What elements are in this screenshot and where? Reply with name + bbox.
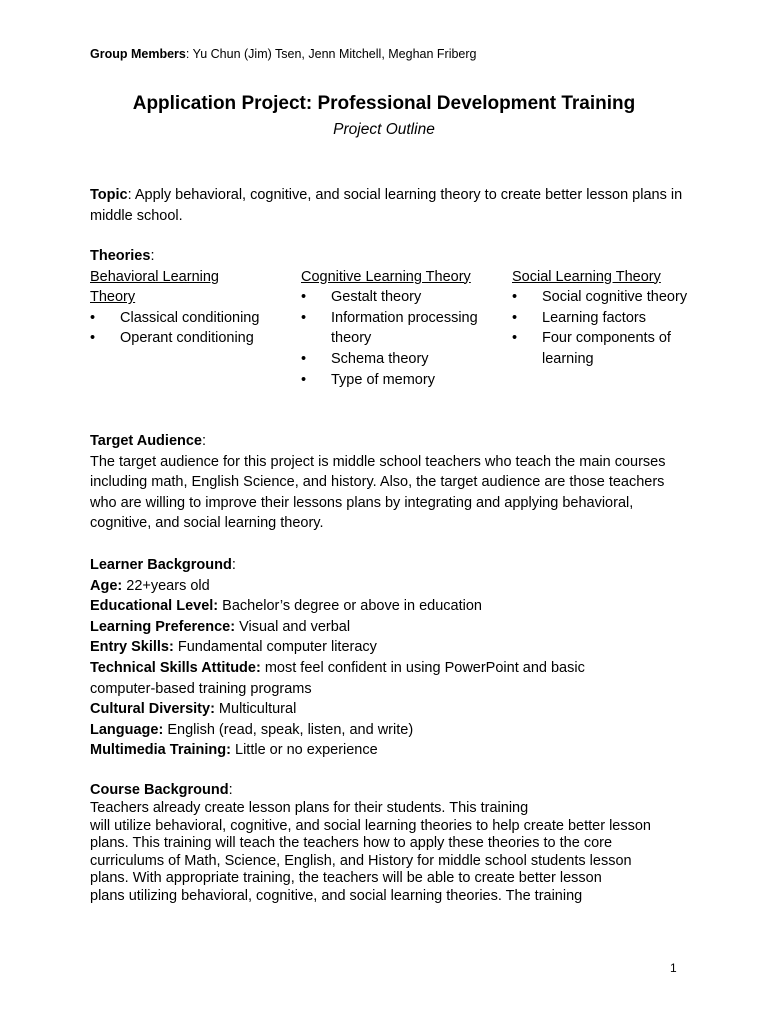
learner-row [90,699,690,720]
learner-background-suffix: : [231,557,236,573]
learner-row-key: Multimedia Training: [90,742,231,759]
bullet-glyph: • [301,350,307,367]
theories-label: Theories [90,248,151,264]
theory-column-heading: Behavioral Learning Theory [90,268,219,306]
learner-row-key: Language: [90,721,164,738]
list-item [301,308,481,349]
bullet-glyph: • [90,330,96,347]
bullet-glyph: • [301,309,307,326]
list-item [90,308,260,329]
theories-suffix: : [150,248,155,264]
theory-column-cognitive [301,267,481,391]
theories-section [90,246,690,388]
target-audience-heading [90,431,690,452]
target-audience-text: The target audience for this project is middle school teachers who teach the main courses including math, English Science, and history. Also, the target audience are those teachers who are willing to improve their lessons plans by integrating and applying behavioral, cognitive, and social learning theory. [90,453,666,532]
list-item [512,287,692,308]
text-line: Teachers already create lesson plans for their students. This training [90,800,529,816]
theory-column-heading: Cognitive Learning Theory [301,268,471,285]
document-title: Application Project: Professional Development Training [132,93,636,114]
bullet-glyph: • [512,289,518,306]
learner-row [90,740,690,761]
course-background-suffix: : [228,782,233,798]
text-line: curriculums of Math, Science, English, and History for middle school students lesson [90,852,632,869]
learner-row-key: Technical Skills Attitude: [90,659,261,676]
learner-row [90,637,690,658]
list-item [301,370,481,391]
course-background-text [90,800,690,906]
document-subtitle: Project Outline [333,121,435,138]
learner-row-key: Entry Skills: [90,639,174,656]
learner-row-key: Age: [90,577,123,594]
target-audience-suffix: : [202,433,207,449]
learner-row-value: 22+years old [122,577,210,594]
learner-row-value: Little or no experience [230,742,378,759]
list-item [301,287,481,308]
course-background-heading [90,780,690,800]
learner-background-heading [90,555,690,576]
page-number: 1 [670,961,677,975]
list-item-text: Operant conditioning [120,330,254,347]
group-members-value: : Yu Chun (Jim) Tsen, Jenn Mitchell, Meghan Friberg [185,47,477,61]
text-line: plans. With appropriate training, the teachers will be able to create better lesson [90,870,602,887]
learner-row [90,576,690,597]
list-item [512,328,692,369]
target-audience-label: Target Audience [90,433,202,449]
learner-row-value: Visual and verbal [235,618,351,635]
list-item-text: Classical conditioning [120,309,260,326]
list-item-text: Gestalt theory [331,289,422,306]
list-item-text: Type of memory [331,371,435,388]
topic-label: Topic [90,187,128,203]
learner-row-value: English (read, speak, listen, and write) [163,721,414,738]
learner-row-value: Fundamental computer literacy [173,639,377,656]
group-members-label: Group Members [90,47,186,61]
course-background-section [90,780,690,906]
theory-column-heading: Social Learning Theory [512,268,661,285]
learner-row-value: most feel confident in using PowerPoint and basic computer-based training programs [90,659,585,697]
list-item [301,349,481,370]
bullet-glyph: • [512,309,518,326]
text-line: plans utilizing behavioral, cognitive, and social learning theories. The training [90,887,583,904]
list-item [90,328,260,349]
course-background-label: Course Background [90,782,229,798]
bullet-glyph: • [512,330,518,347]
text-line: will utilize behavioral, cognitive, and social learning theories to help create better lesson [90,817,651,834]
learner-background-label: Learner Background [90,557,232,573]
theory-list [301,287,481,390]
topic-text: : Apply behavioral, cognitive, and social learning theory to create better lesson plans in middle school. [90,187,683,224]
learner-background-section [90,555,690,761]
theory-list [512,287,692,369]
list-item-text: Social cognitive theory [542,289,688,306]
group-members-line [90,47,477,61]
learner-row [90,596,690,617]
list-item-text: Four components of learning [542,330,671,367]
target-audience-section [90,431,690,534]
topic-paragraph [90,185,690,226]
theory-column-behavioral [90,267,260,349]
list-item [512,308,692,329]
learner-row [90,720,690,741]
list-item-text: Schema theory [331,350,429,367]
learner-row [90,617,690,638]
bullet-glyph: • [301,371,307,388]
text-line: plans. This training will teach the teachers how to apply these theories to the core [90,835,613,852]
theory-list [90,308,260,349]
bullet-glyph: • [90,309,96,326]
theories-heading [90,246,690,267]
learner-row-key: Educational Level: [90,598,219,615]
list-item-text: Information processing theory [331,309,478,347]
theory-column-social [512,267,692,370]
learner-row-key: Learning Preference: [90,618,236,635]
learner-row-value: Multicultural [214,701,297,718]
bullet-glyph: • [301,289,307,306]
learner-row-value: Bachelor’s degree or above in education [218,598,482,615]
list-item-text: Learning factors [542,309,646,326]
learner-row-key: Cultural Diversity: [90,701,215,718]
learner-row [90,658,610,699]
